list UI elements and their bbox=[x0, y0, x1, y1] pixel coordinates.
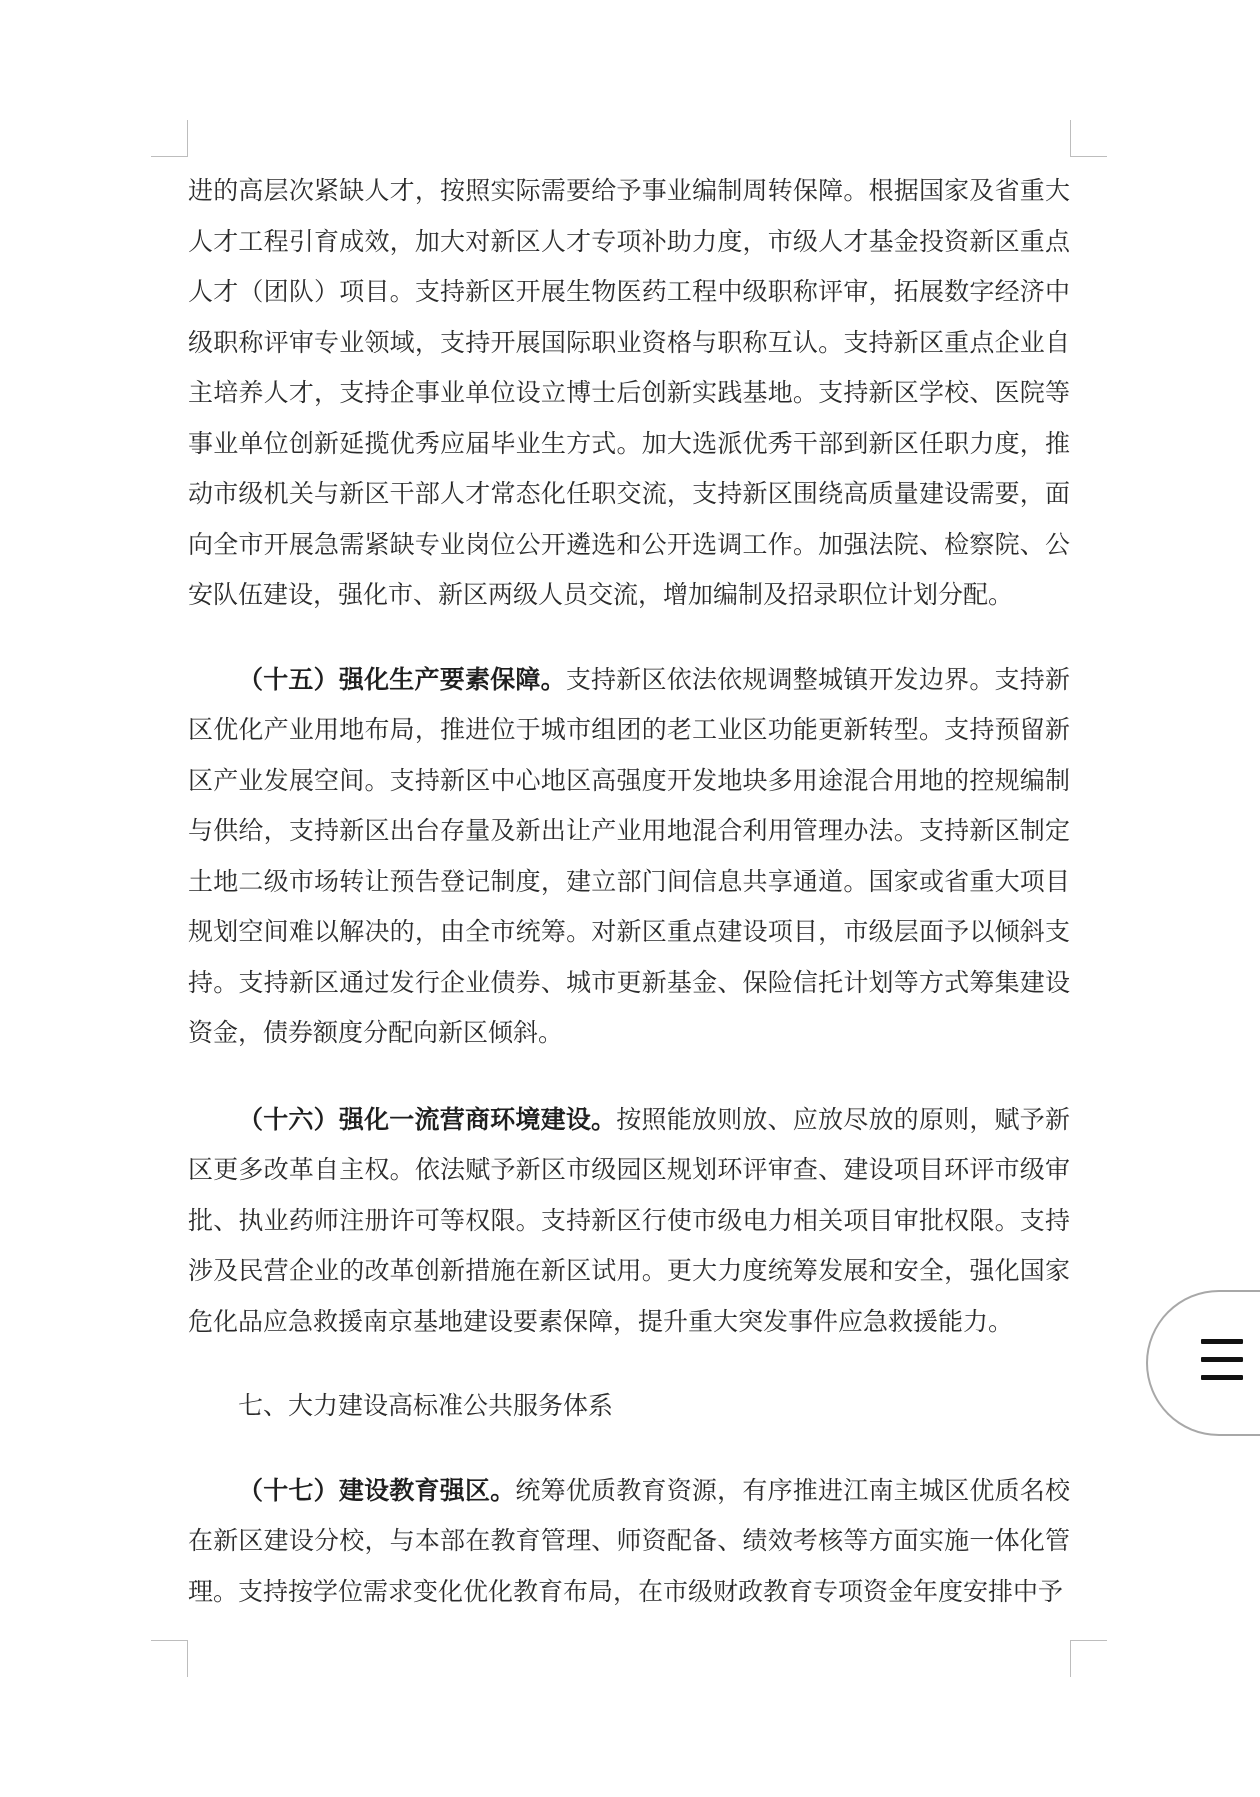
crop-mark-bottom-right bbox=[1070, 1640, 1107, 1677]
paragraph-17-lead: （十七）建设教育强区。 bbox=[238, 1475, 516, 1505]
document-body bbox=[188, 166, 1070, 1617]
paragraph-17 bbox=[188, 1466, 1070, 1618]
paragraph-15-body: 支持新区依法依规调整城镇开发边界。支持新区优化产业用地布局，推进位于城市组团的老工业区功能更新转型。支持预留新区产业发展空间。支持新区中心地区高强度开发地块多用途混合用地的控规编制与供给，支持新区出台存量及新出让产业用地混合利用管理办法。支持新区制定土地二级市场转让预告登记制度，建立部门间信息共享通道。国家或省重大项目规划空间难以解决的，由全市统筹。对新区重点建设项目，市级层面予以倾斜支持。支持新区通过发行企业债券、城市更新基金、保险信托计划等方式筹集建设资金，债券额度分配向新区倾斜。 bbox=[188, 664, 1070, 1047]
crop-mark-top-right bbox=[1070, 120, 1107, 157]
crop-mark-bottom-left bbox=[151, 1640, 188, 1677]
paragraph-continued: 进的高层次紧缺人才，按照实际需要给予事业编制周转保障。根据国家及省重大人才工程引育成效，加大对新区人才专项补助力度，市级人才基金投资新区重点人才（团队）项目。支持新区开展生物医药工程中级职称评审，拓展数字经济中级职称评审专业领域，支持开展国际职业资格与职称互认。支持新区重点企业自主培养人才，支持企事业单位设立博士后创新实践基地。支持新区学校、医院等事业单位创新延揽优秀应届毕业生方式。加大选派优秀干部到新区任职力度，推动市级机关与新区干部人才常态化任职交流，支持新区围绕高质量建设需要，面向全市开展急需紧缺专业岗位公开遴选和公开选调工作。加强法院、检察院、公安队伍建设，强化市、新区两级人员交流，增加编制及招录职位计划分配。 bbox=[188, 176, 1070, 609]
section-7-heading: 七、大力建设高标准公共服务体系 bbox=[238, 1391, 614, 1420]
paragraph-17-body: 统筹优质教育资源，有序推进江南主城区优质名校在新区建设分校，与本部在教育管理、师资配备、绩效考核等方面实施一体化管理。支持按学位需求变化优化教育布局，在市级财政教育专项资金年度安排中予 bbox=[188, 1475, 1070, 1606]
paragraph-15-lead: （十五）强化生产要素保障。 bbox=[238, 664, 566, 694]
paragraph-16-lead: （十六）强化一流营商环境建设。 bbox=[238, 1104, 617, 1134]
paragraph-16 bbox=[188, 1095, 1070, 1348]
crop-mark-top-left bbox=[151, 120, 188, 157]
paragraph-15 bbox=[188, 655, 1070, 1059]
paragraph-16-body: 按照能放则放、应放尽放的原则，赋予新区更多改革自主权。依法赋予新区市级园区规划环评审查、建设项目环评市级审批、执业药师注册许可等权限。支持新区行使市级电力相关项目审批权限。支持涉及民营企业的改革创新措施在新区试用。更大力度统筹发展和安全，强化国家危化品应急救援南京基地建设要素保障，提升重大突发事件应急救援能力。 bbox=[188, 1104, 1070, 1336]
floating-menu-button[interactable] bbox=[1146, 1290, 1260, 1436]
hamburger-menu-icon bbox=[1201, 1339, 1243, 1379]
